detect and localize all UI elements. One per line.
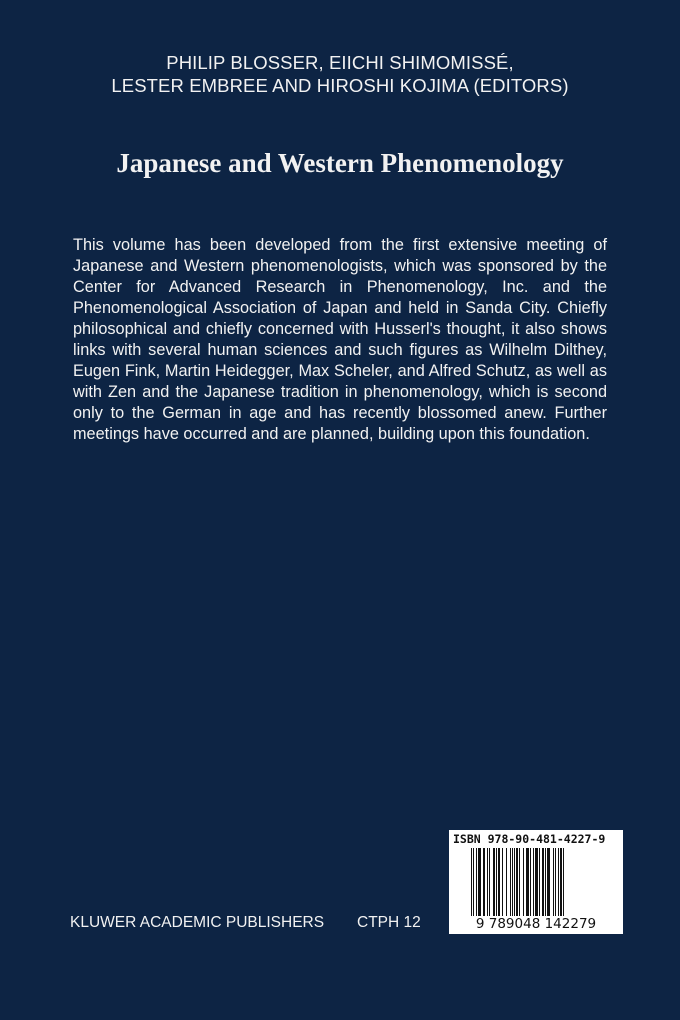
editors: [0, 51, 680, 97]
ean-number: 9 789048 142279: [475, 916, 597, 932]
editors-line-1: PHILIP BLOSSER, EIICHI SHIMOMISSÉ,: [166, 52, 514, 73]
editors-line-2: LESTER EMBREE AND HIROSHI KOJIMA (EDITORS): [111, 75, 569, 96]
isbn-label: ISBN 978-90-481-4227-9: [453, 832, 606, 846]
book-title: Japanese and Western Phenomenology: [116, 148, 564, 178]
barcode-bars: [471, 848, 611, 916]
blurb-text: This volume has been developed from the first extensive meeting of Japanese and Western phenomenologists, which was sponsored by the Center for Advanced Research in Phenomenology, Inc. and the Phenomenological Association of Japan and held in Sanda City. Chiefly philosophical and chiefly concerned with Husserl's thought, it also shows links with several human sciences and such figures as Wilhelm Dilthey, Eugen Fink, Martin Heidegger, Max Scheler, and Alfred Schutz, as well as with Zen and the Japanese tradition in phenomenology, which is second only to the German in age and has recently blossomed anew. Further meetings have occurred and are planned, building upon this foundation.: [73, 236, 607, 443]
publisher-name: KLUWER ACADEMIC PUBLISHERS: [70, 914, 325, 931]
ean-number-row: [449, 916, 623, 932]
isbn-barcode: [449, 830, 623, 934]
series-number: CTPH 12: [357, 914, 421, 931]
